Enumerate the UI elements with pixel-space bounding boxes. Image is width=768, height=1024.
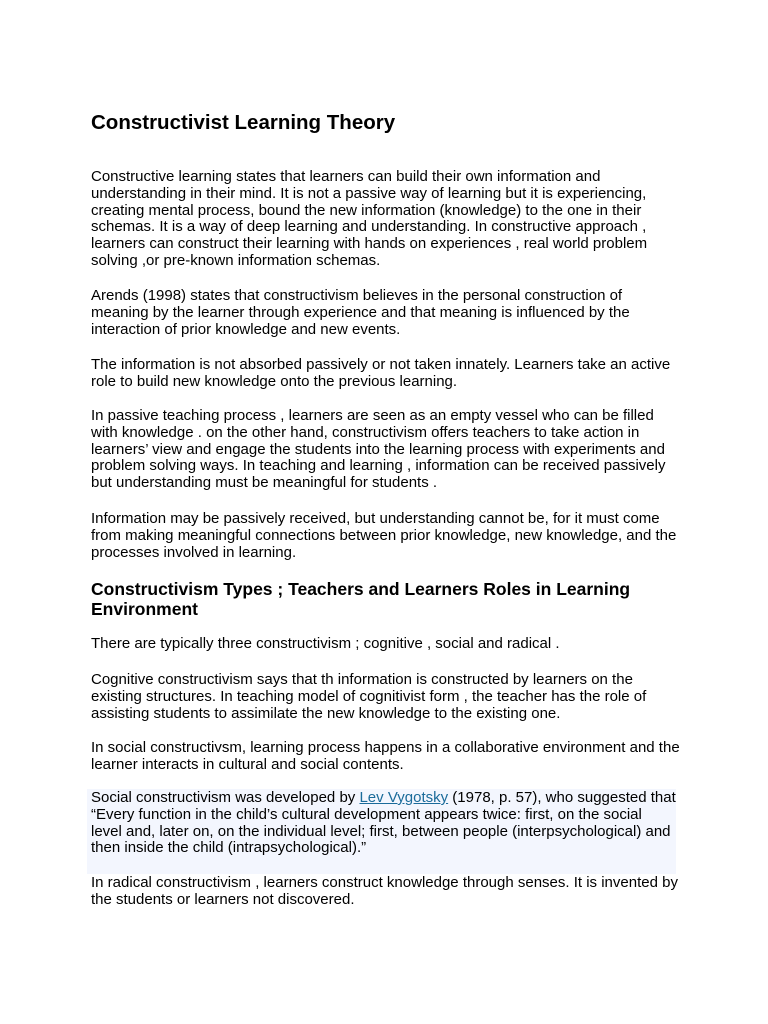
paragraph-radical: In radical constructivism , learners construct knowledge through senses. It is invented by the students or learners not discovered. [91,874,678,908]
paragraph-constructive-learning: Constructive learning states that learners can build their own information and understanding in their mind. It is not a passive way of learning but it is experiencing, creating mental process, bound the new information (knowledge) to the one in their schemas. It is a way of deep learning and understanding. In constructive approach , learners can construct their learning with hands on experiences , real world problem solving ,or pre-known information schemas. [91,168,648,269]
quote-text-before-link: Social constructivism was developed by [91,789,360,806]
quote-paragraph [91,790,676,857]
paragraph-information-absorbed: The information is not absorbed passively or not taken innately. Learners take an active role to build new knowledge onto the previous learning. [91,356,671,390]
paragraph-passive-teaching: In passive teaching process , learners are seen as an empty vessel who can be filled with knowledge . on the other hand, constructivism offers teachers to take action in learners’ view and engage the students into the learning process with experiments and problem solving ways. In teaching and learning , information can be received passively but understanding must be meaningful for students . [91,407,666,492]
quote-text-after-link: (1978, p. 57), who suggested that “Every function in the child’s cultural development appears twice: first, on the social level and, later on, on the individual level; first, between people (interpsychological) and then inside the child (intrapsychological).” [91,789,676,857]
lev-vygotsky-link[interactable]: Lev Vygotsky [359,789,449,806]
section-heading: Constructivism Types ; Teachers and Learners Roles in Learning Environment [91,579,631,619]
paragraph-cognitive: Cognitive constructivism says that th information is constructed by learners on the existing structures. In teaching model of cognitivist form , the teacher has the role of assisting students to assimilate the new knowledge to the existing one. [91,671,647,722]
paragraph-social: In social constructivsm, learning process happens in a collaborative environment and the learner interacts in cultural and social contents. [91,739,680,773]
document-title: Constructivist Learning Theory [91,111,396,134]
paragraph-three-types: There are typically three constructivism ; cognitive , social and radical . [91,635,560,652]
paragraph-information-received: Information may be passively received, but understanding cannot be, for it must come from making meaningful connections between prior knowledge, new knowledge, and the processes involved in learning. [91,510,677,561]
paragraph-arends: Arends (1998) states that constructivism believes in the personal construction of meaning by the learner through experience and that meaning is influenced by the interaction of prior knowledge and new events. [91,287,630,338]
quote-block [87,789,676,874]
